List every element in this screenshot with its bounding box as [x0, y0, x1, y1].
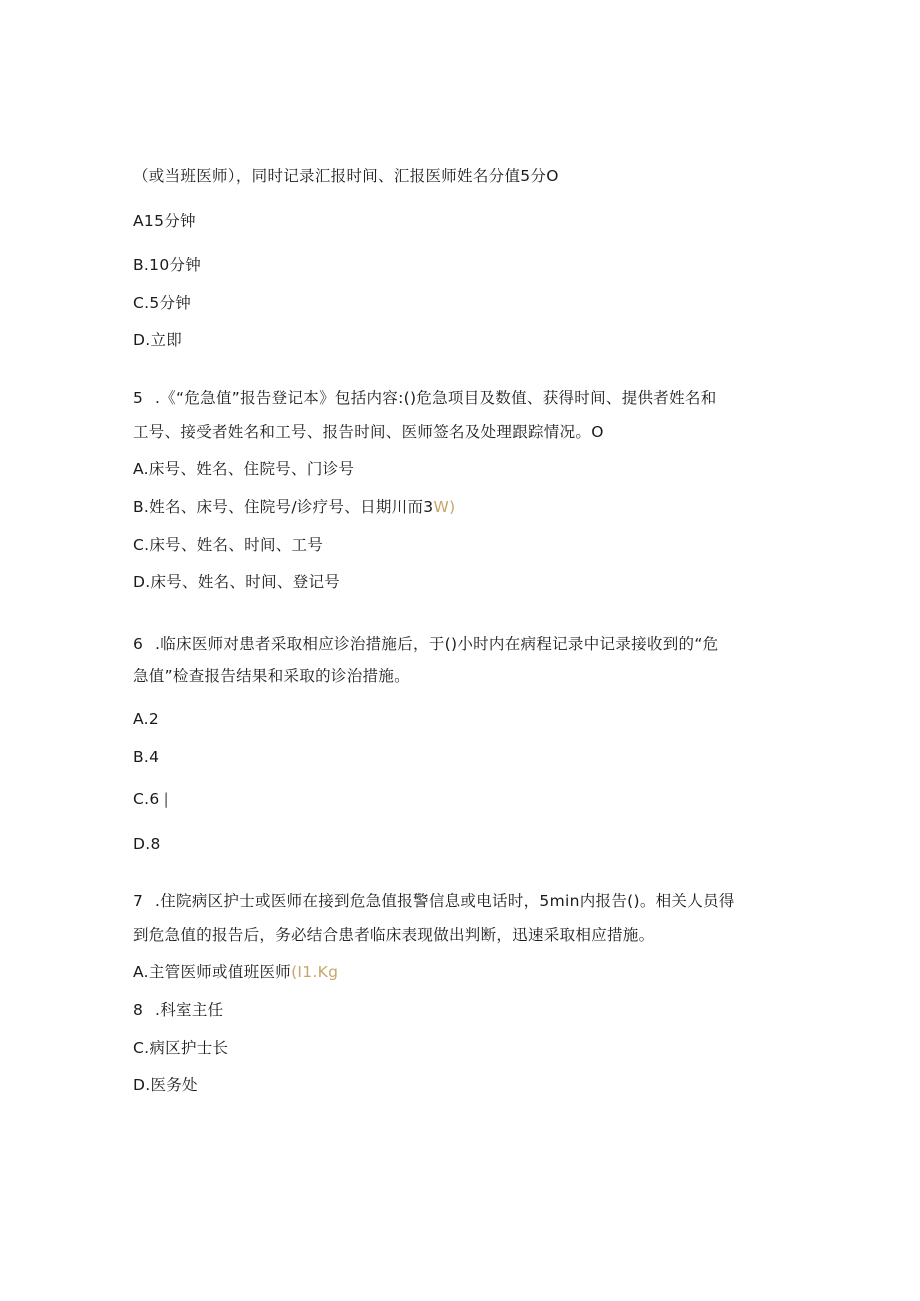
q5-line1: [133, 388, 717, 408]
q6-number: 6: [133, 635, 144, 653]
q4-option-d: D.立即: [133, 331, 183, 349]
q7-option-b-num: 8: [133, 1001, 144, 1019]
q7-option-b: [133, 1000, 223, 1020]
q7-option-a: [133, 962, 338, 982]
q6-option-a: A.2: [133, 710, 160, 728]
q6-option-d: D.8: [133, 835, 161, 853]
q4-option-b: B.10分钟: [133, 256, 202, 274]
q5-option-b: [133, 497, 455, 517]
q5-stem-line2: 工号、接受者姓名和工号、报告时间、医师签名及处理跟踪情况。O: [133, 423, 604, 441]
q7-option-a-mark: (I1.Kg: [291, 963, 339, 981]
q5-number: 5: [133, 389, 144, 407]
q4-continuation: （或当班医师），同时记录汇报时间、汇报医师姓名分值5分O: [133, 167, 559, 185]
q5-stem-line1: .《“危急值”报告登记本》包括内容:()危急项目及数值、获得时间、提供者姓名和: [155, 389, 717, 407]
q5-option-d: D.床号、姓名、时间、登记号: [133, 573, 341, 591]
q5-option-c: C.床号、姓名、时间、工号: [133, 536, 324, 554]
q5-option-b-mark: W): [433, 498, 456, 516]
q7-option-d: D.医务处: [133, 1076, 198, 1094]
q7-option-c: C.病区护士长: [133, 1039, 229, 1057]
q6-option-c: [133, 789, 169, 809]
q7-option-a-text: A.主管医师或值班医师: [133, 963, 292, 981]
q6-stem-line2: 急值”检查报告结果和采取的诊治措施。: [133, 667, 410, 685]
q4-option-a: A15分钟: [133, 212, 196, 230]
q5-option-b-text: B.姓名、床号、住院号/诊疗号、日期川而3: [133, 498, 434, 516]
q5-option-a: A.床号、姓名、住院号、门诊号: [133, 460, 355, 478]
q4-option-c: C.5分钟: [133, 294, 192, 312]
q6-option-b: B.4: [133, 748, 160, 766]
q6-option-c-bar: |: [163, 790, 170, 808]
q6-line1: [133, 634, 718, 654]
q6-stem-line1: .临床医师对患者采取相应诊治措施后，于()小时内在病程记录中记录接收到的“危: [155, 635, 719, 653]
q7-line1: [133, 891, 735, 911]
q6-option-c-text: C.6: [133, 790, 160, 808]
q7-stem-line1: .住院病区护士或医师在接到危急值报警信息或电话时，5min内报告()。相关人员得: [155, 892, 735, 910]
q7-option-b-text: .科室主任: [155, 1001, 224, 1019]
q7-number: 7: [133, 892, 144, 910]
q7-stem-line2: 到危急值的报告后，务必结合患者临床表现做出判断，迅速采取相应措施。: [133, 926, 655, 944]
